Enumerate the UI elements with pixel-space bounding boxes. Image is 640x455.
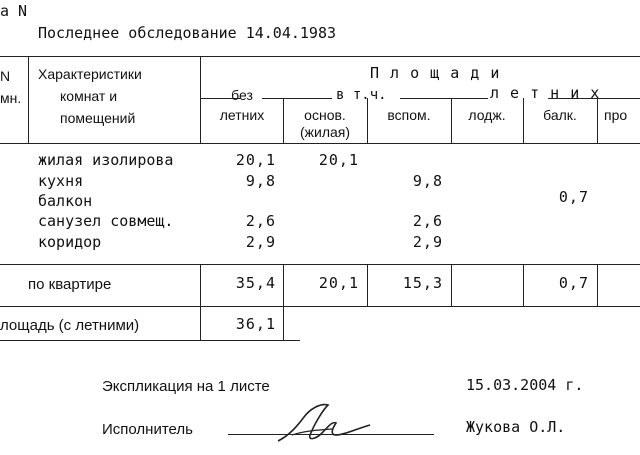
areas-header: П л о щ а д и [370, 64, 501, 82]
totals-total: 35,4 [235, 274, 276, 292]
col-divider-balc-totals [597, 264, 598, 306]
num-header-bottom: мн. [0, 90, 22, 106]
room-total: 2,9 [245, 233, 276, 251]
col-divider-aux-totals [451, 264, 452, 306]
totals-main: 20,1 [318, 274, 359, 292]
room-name: кухня [38, 172, 84, 190]
room-aux: 2,6 [412, 212, 443, 230]
room-name: коридор [38, 233, 102, 251]
room-total: 20,1 [235, 151, 276, 169]
room-total: 9,8 [245, 172, 276, 190]
col-divider-balc-header [597, 98, 598, 144]
main-header-living: (жилая) [299, 124, 351, 140]
table-top-border [0, 56, 640, 57]
totals-label: по квартире [28, 276, 112, 293]
subheader-line-c [400, 98, 488, 99]
header-bottom-border [0, 143, 640, 144]
including-header: в т.ч. [336, 87, 387, 103]
other-header: про [604, 107, 628, 123]
totals-aux: 15,3 [402, 274, 443, 292]
area-with-summer-value: 36,1 [235, 315, 276, 333]
room-aux: 2,9 [412, 233, 443, 251]
col-divider-num [28, 56, 29, 144]
room-name: санузел совмещ. [38, 212, 174, 230]
summer-header: л е т н и х [490, 84, 601, 102]
executor-name: Жукова О.Л. [466, 418, 566, 436]
room-balc: 0,7 [558, 188, 589, 206]
signature-image [270, 395, 380, 447]
rooms-bottom-border [0, 264, 640, 265]
totals-balc: 0,7 [558, 274, 589, 292]
characteristics-header-2: комнат и [60, 88, 118, 104]
num-header-top: N [0, 68, 11, 84]
balcony-header: балк. [543, 107, 577, 123]
executor-label: Исполнитель [102, 421, 193, 438]
summer-bottom-border [0, 340, 300, 341]
explication-text: Экспликация на 1 листе [102, 378, 270, 395]
total-header-letnih: летних [219, 107, 265, 123]
aux-header: вспом. [387, 107, 431, 123]
explication-date: 15.03.2004 г. [466, 376, 584, 394]
area-with-summer-label: лощадь (с летними) [0, 317, 140, 334]
last-survey-text: Последнее обследование 14.04.1983 [38, 24, 337, 42]
characteristics-header-3: помещений [60, 110, 136, 126]
room-main: 20,1 [318, 151, 359, 169]
main-header: основ. [304, 107, 346, 123]
totals-bottom-border [0, 306, 640, 307]
room-name: жилая изолирова [38, 151, 174, 169]
total-header-bez: без [231, 87, 253, 103]
loggia-header: лодж. [468, 107, 506, 123]
title-fragment: а N [0, 2, 28, 20]
characteristics-header-1: Характеристики [38, 66, 142, 82]
room-name: балкон [38, 192, 93, 210]
room-total: 2,6 [245, 212, 276, 230]
room-aux: 9,8 [412, 172, 443, 190]
